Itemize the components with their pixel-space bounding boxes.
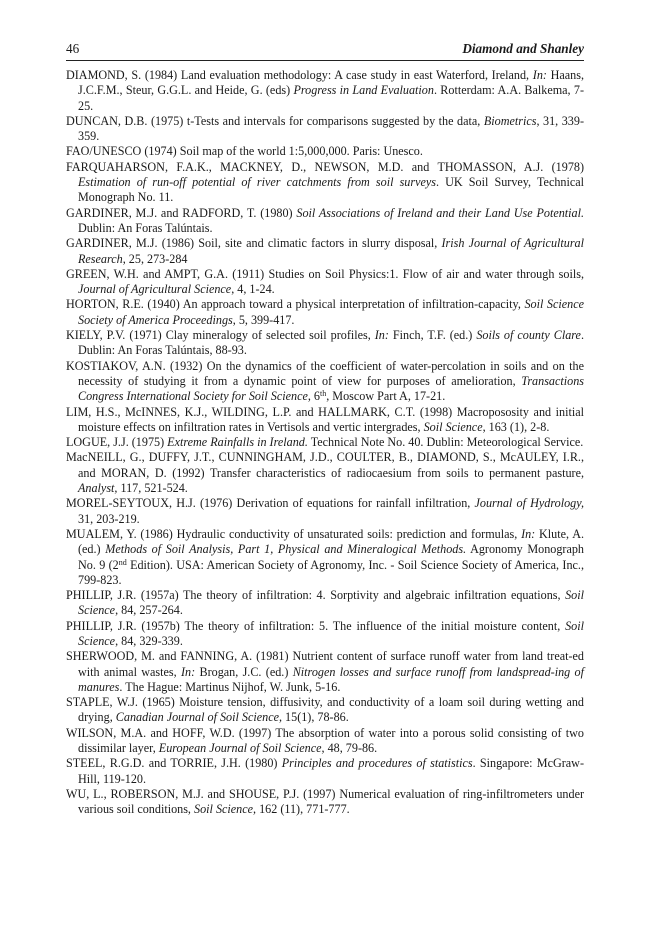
reference-italic-text: In: bbox=[532, 68, 547, 82]
reference-italic-text: In: bbox=[181, 664, 196, 679]
reference-text: WILSON, M.A. and HOFF, W.D. (1997) The absorption of water into a porous solid consisting of two dissimilar layer, bbox=[66, 725, 584, 756]
reference-entry bbox=[66, 68, 584, 114]
reference-entry bbox=[66, 267, 584, 298]
reference-text: MOREL-SEYTOUX, H.J. (1976) Derivation of equations for rainfall infiltration, bbox=[66, 496, 475, 511]
reference-entry bbox=[66, 359, 584, 405]
reference-text: PHILLIP, J.R. (1957a) The theory of infiltration: 4. Sorptivity and algebraic infiltration equations, bbox=[66, 588, 566, 603]
reference-text: DIAMOND, S. (1984) Land evaluation methodology: A case study in east Waterford, Ireland, bbox=[66, 68, 533, 82]
reference-text: PHILLIP, J.R. (1957b) The theory of infiltration: 5. The influence of the initial moisture content, bbox=[66, 618, 566, 633]
reference-text: 162 (11), 771-777. bbox=[256, 802, 350, 817]
reference-italic-text: Soil Science bbox=[78, 588, 584, 618]
reference-entry bbox=[66, 588, 584, 619]
reference-italic-text: Soil Science Society of America Proceedings bbox=[78, 297, 584, 327]
reference-text: , Moscow Part A, 17-21. bbox=[326, 389, 446, 404]
reference-text: . Rotterdam: A.A. Balkema, 7-25. bbox=[78, 83, 584, 113]
reference-italic-text: Principles and procedures of statistics bbox=[281, 756, 473, 771]
reference-italic-text: Biometrics bbox=[483, 113, 537, 128]
reference-italic-text: In: bbox=[374, 328, 389, 343]
reference-text: Finch, T.F. (ed.) bbox=[388, 328, 477, 343]
running-header bbox=[66, 40, 584, 61]
reference-italic-text: Transactions Congress International Society for Soil Science bbox=[78, 373, 584, 404]
page-number: 46 bbox=[66, 41, 80, 56]
reference-text: , 6 bbox=[307, 389, 320, 404]
reference-italic-text: Soil Science bbox=[423, 419, 483, 434]
reference-text: Technical Note No. 40. Dublin: Meteorological Service. bbox=[307, 435, 584, 450]
reference-text: Haans, J.C.F.M., Steur, G.G.L. and Heide, G. (eds) bbox=[78, 68, 584, 98]
reference-entry bbox=[66, 496, 584, 527]
reference-entry bbox=[66, 726, 584, 757]
reference-italic-text: In: bbox=[521, 526, 536, 541]
reference-text: . Dublin: An Foras Talúntais, 88-93. bbox=[78, 328, 584, 358]
reference-text: GARDINER, M.J. and RADFORD, T. (1980) bbox=[66, 205, 297, 220]
reference-text: FAO/UNESCO (1974) Soil map of the world 1:5,000,000. Paris: Unesco. bbox=[66, 144, 423, 159]
reference-entry bbox=[66, 328, 584, 359]
reference-italic-text: Progress in Land Evaluation bbox=[293, 83, 434, 98]
reference-italic-text: Journal of Hydrology, bbox=[474, 496, 584, 511]
reference-text: WU, L., ROBERSON, M.J. and SHOUSE, P.J. (1997) Numerical evaluation of ring-infiltrometers under various soil conditions, bbox=[66, 786, 584, 817]
reference-entry bbox=[66, 405, 584, 436]
reference-entry bbox=[66, 649, 584, 695]
reference-text: . Singapore: McGraw-Hill, 119-120. bbox=[78, 756, 584, 786]
reference-entry bbox=[66, 435, 584, 450]
reference-text: 15(1), 78-86. bbox=[282, 710, 349, 725]
reference-text: , 31, 339-359. bbox=[78, 113, 584, 144]
reference-text: HORTON, R.E. (1940) An approach toward a physical interpretation of infiltration-capacity, bbox=[66, 297, 525, 312]
reference-entry bbox=[66, 619, 584, 650]
reference-italic-text: Soil Associations of Ireland and their Land Use Potential. bbox=[296, 205, 584, 220]
reference-text: . The Hague: Martinus Nijhof, W. Junk, 5-16. bbox=[119, 679, 341, 694]
reference-italic-text: European Journal of Soil Science, bbox=[158, 741, 325, 756]
reference-text: GREEN, W.H. and AMPT, G.A. (1911) Studies on Soil Physics:1. Flow of air and water through soils, bbox=[66, 266, 584, 281]
reference-text: Dublin: An Foras Talúntais. bbox=[78, 220, 213, 235]
reference-entry bbox=[66, 787, 584, 818]
reference-text: LIM, H.S., McINNES, K.J., WILDING, L.P. and HALLMARK, C.T. (1998) Macropososity and initial moisture effects on infiltration rates in Vertisols and vertic intergrades, bbox=[66, 404, 584, 434]
reference-italic-text: Soil Science, bbox=[194, 802, 257, 817]
reference-text: , 25, 273-284 bbox=[122, 251, 188, 266]
reference-text: GARDINER, M.J. (1986) Soil, site and climatic factors in slurry disposal, bbox=[66, 236, 442, 251]
running-title: Diamond and Shanley bbox=[462, 41, 584, 56]
reference-italic-text: Analyst, bbox=[78, 481, 118, 496]
reference-italic-text: Soil Science bbox=[78, 618, 584, 648]
reference-superscript: th bbox=[319, 389, 327, 399]
reference-entry bbox=[66, 144, 584, 159]
reference-italic-text: Extreme Rainfalls in Ireland. bbox=[167, 435, 308, 450]
reference-italic-text: Irish Journal of Agricultural Research bbox=[78, 236, 584, 266]
reference-list bbox=[66, 68, 584, 818]
reference-text: , 84, 329-339. bbox=[115, 633, 183, 648]
reference-entry bbox=[66, 114, 584, 145]
reference-entry bbox=[66, 695, 584, 726]
reference-text: , 4, 1-24. bbox=[231, 282, 275, 297]
reference-entry bbox=[66, 236, 584, 267]
reference-entry bbox=[66, 756, 584, 787]
reference-text: 31, 203-219. bbox=[78, 511, 140, 526]
reference-text: 48, 79-86. bbox=[324, 741, 378, 756]
reference-italic-text: Canadian Journal of Soil Science, bbox=[115, 710, 283, 725]
reference-italic-text: Journal of Agricultural Science bbox=[78, 282, 232, 297]
reference-italic-text: Methods of Soil Analysis, Part 1, Physical and Mineralogical Methods. bbox=[105, 542, 467, 557]
reference-text: Agronomy Monograph No. 9 (2 bbox=[78, 542, 584, 572]
reference-superscript: nd bbox=[118, 557, 127, 567]
reference-text: , 5, 399-417. bbox=[232, 312, 295, 327]
reference-entry bbox=[66, 206, 584, 237]
reference-text: MacNEILL, G., DUFFY, J.T., CUNNINGHAM, J.D., COULTER, B., DIAMOND, S., McAULEY, I.R., and MORAN, D. (1992) Transfer characteristics of radiocaesium from soils to permanent pasture, bbox=[66, 450, 584, 480]
reference-italic-text: Soils of county Clare bbox=[476, 328, 581, 343]
reference-text: , 163 (1), 2-8. bbox=[482, 419, 550, 434]
reference-italic-text: Estimation of run-off potential of river catchments from soil surveys bbox=[78, 175, 436, 190]
reference-entry bbox=[66, 160, 584, 206]
reference-text: . UK Soil Survey, Technical Monograph No. 11. bbox=[78, 175, 584, 205]
reference-text: MUALEM, Y. (1986) Hydraulic conductivity of unsaturated soils: prediction and formulas, bbox=[66, 526, 522, 541]
reference-italic-text: Nitrogen losses and surface runoff from landspread-ing of manures bbox=[78, 664, 584, 694]
reference-text: KIELY, P.V. (1971) Clay mineralogy of selected soil profiles, bbox=[66, 328, 375, 343]
reference-text: Brogan, J.C. (ed.) bbox=[195, 664, 293, 679]
reference-text: DUNCAN, D.B. (1975) t-Tests and intervals for comparisons suggested by the data, bbox=[66, 113, 484, 128]
reference-entry bbox=[66, 527, 584, 588]
reference-text: KOSTIAKOV, A.N. (1932) On the dynamics of the coefficient of water-percolation in soils and on the necessity of studying it from a dynamic point of view for purposes of amelioration, bbox=[66, 358, 584, 388]
reference-text: , 84, 257-264. bbox=[115, 603, 183, 618]
reference-text: 117, 521-524. bbox=[117, 481, 188, 496]
reference-text: LOGUE, J.J. (1975) bbox=[66, 435, 168, 450]
reference-entry bbox=[66, 297, 584, 328]
reference-text: STEEL, R.G.D. and TORRIE, J.H. (1980) bbox=[66, 756, 282, 771]
reference-text: Klute, A. (ed.) bbox=[78, 526, 584, 557]
reference-text: STAPLE, W.J. (1965) Moisture tension, diffusivity, and conductivity of a loam soil during wetting and drying, bbox=[66, 695, 584, 725]
reference-text: SHERWOOD, M. and FANNING, A. (1981) Nutrient content of surface runoff water from land treat-ed with animal wastes, bbox=[66, 649, 584, 679]
page bbox=[66, 40, 584, 818]
reference-text: FARQUAHARSON, F.A.K., MACKNEY, D., NEWSON, M.D. and THOMASSON, A.J. (1978) bbox=[66, 159, 584, 174]
reference-text: Edition). USA: American Society of Agronomy, Inc. - Soil Science Society of America, Inc., 799-823. bbox=[78, 557, 584, 587]
reference-entry bbox=[66, 450, 584, 496]
